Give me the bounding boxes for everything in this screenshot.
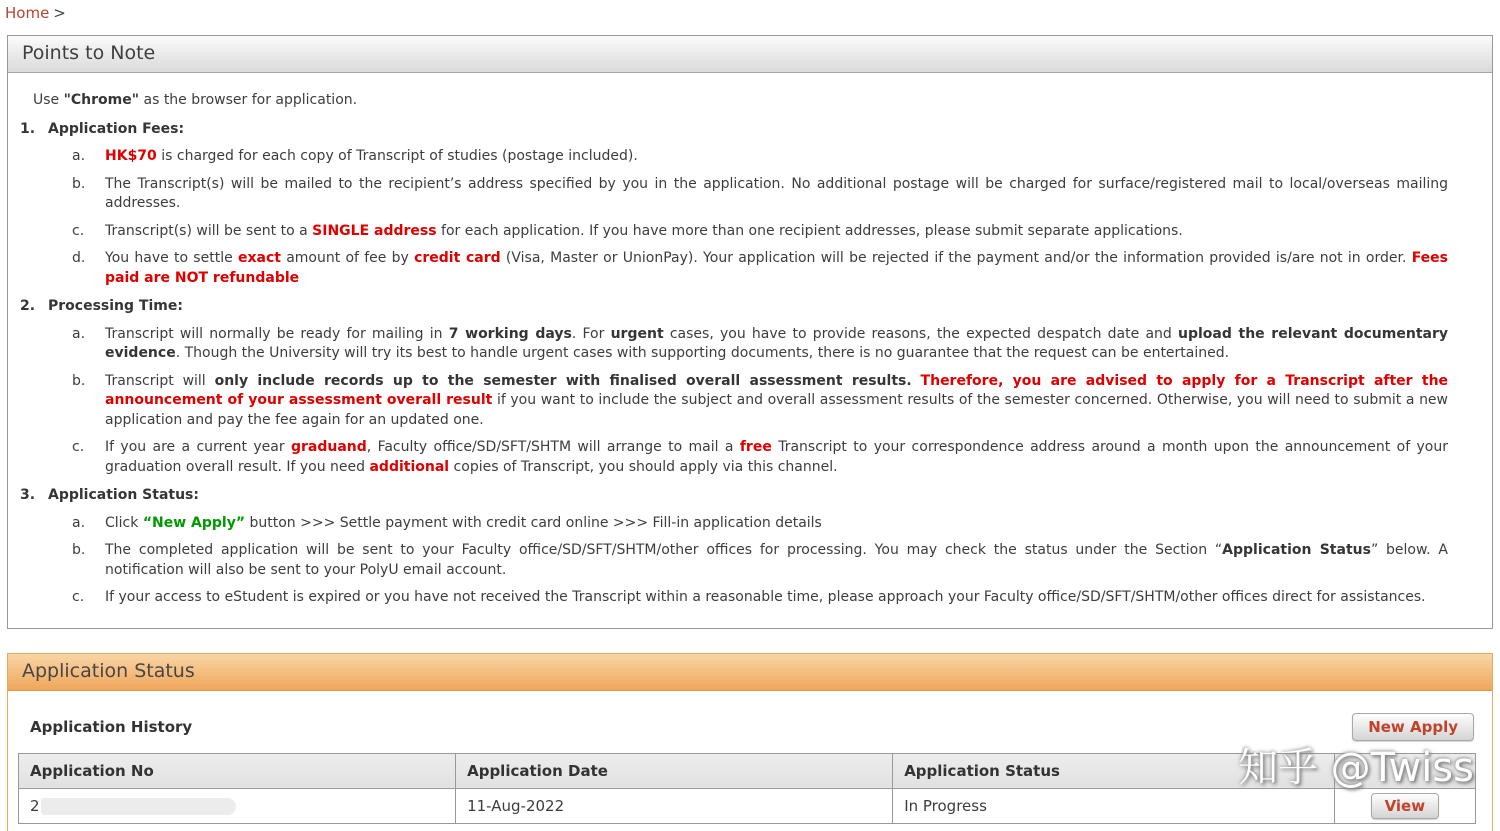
note-sub-item-text: The completed application will be sent to your Faculty office/SD/SFT/SHTM/other offices for processing. You may check the status under the Section “Application Status” below. A notification will also be sent to your PolyU email account.: [105, 542, 1448, 578]
application-date-cell: 11-Aug-2022: [456, 788, 893, 823]
note-sub-item-letter: a.: [72, 514, 86, 531]
browser-note: Use "Chrome" as the browser for application.: [33, 92, 358, 108]
breadcrumb-home-link[interactable]: Home: [5, 4, 50, 22]
note-sub-item-letter: a.: [72, 148, 86, 164]
note-item: [20, 120, 1448, 289]
application-history-label: Application History: [30, 717, 193, 736]
history-header-row: [30, 713, 1474, 741]
status-panel-title: Application Status: [8, 654, 1492, 691]
note-sub-item-letter: b.: [72, 175, 86, 192]
table-column-header: Application No: [19, 753, 456, 788]
breadcrumb: [0, 0, 1500, 22]
table-column-header: [1334, 753, 1475, 788]
note-item: [20, 486, 1448, 608]
table-header-row: [19, 753, 1476, 788]
view-button[interactable]: View: [1371, 793, 1440, 819]
note-sub-item-text: If you are a current year graduand, Faculty office/SD/SFT/SHTM will arrange to mail a free Transcript to your correspondence address around a month upon the announcement of your graduation overall result. If you need additional copies of Transcript, you should apply via this channel.: [105, 439, 1448, 475]
note-sub-item: [72, 372, 1448, 431]
table-column-header: Application Date: [456, 753, 893, 788]
note-item: [20, 297, 1448, 477]
note-item-number: 1.: [20, 120, 36, 137]
table-body: [19, 788, 1476, 823]
note-sub-items: [20, 147, 1448, 288]
note-sub-item: [72, 514, 1448, 534]
note-sub-item-text: HK$70 is charged for each copy of Transcript of studies (postage included).: [105, 148, 638, 164]
note-sub-item: [72, 325, 1448, 364]
note-sub-item: [72, 222, 1448, 242]
note-item-heading-row: [20, 297, 1448, 317]
note-sub-item-text: Transcript will normally be ready for mailing in 7 working days. For urgent cases, you have to provide reasons, the expected despatch date and upload the relevant documentary evidence. Though the University will try its best to handle urgent cases with supporting documents, there is no guarantee that the request can be entertained.: [105, 325, 1448, 361]
points-panel-title: Points to Note: [8, 36, 1492, 73]
note-sub-item-text: If your access to eStudent is expired or you have not received the Transcript within a reasonable time, please approach your Faculty office/SD/SFT/SHTM/other offices direct for assistances.: [105, 589, 1426, 605]
action-cell: [1334, 788, 1475, 823]
note-sub-item-text: Click “New Apply” button >>> Settle payment with credit card online >>> Fill-in application details: [105, 514, 822, 531]
note-item-number: 2.: [20, 298, 36, 314]
note-item-heading-row: [20, 486, 1448, 506]
table-row: [19, 788, 1476, 823]
watermark: 知乎 @Twiss: [1237, 745, 1474, 791]
note-item-number: 3.: [20, 487, 36, 503]
note-sub-item-text: The Transcript(s) will be mailed to the recipient’s address specified by you in the application. No additional postage will be charged for surface/registered mail to local/overseas mailing addresses.: [105, 175, 1448, 211]
note-sub-item-letter: a.: [72, 325, 86, 342]
note-sub-item: [72, 249, 1448, 288]
table-column-header: Application Status: [893, 753, 1334, 788]
note-sub-item-letter: c.: [72, 439, 85, 455]
points-panel-body: [8, 73, 1492, 628]
note-sub-item-letter: b.: [72, 372, 86, 389]
note-sub-item: [72, 541, 1448, 580]
application-status-panel: [7, 653, 1493, 831]
note-item-heading: Application Fees:: [48, 120, 185, 137]
note-sub-item-text: Transcript(s) will be sent to a SINGLE address for each application. If you have more than one recipient addresses, please submit separate applications.: [105, 222, 1183, 239]
note-item-heading: Application Status:: [48, 487, 199, 503]
note-sub-item-letter: c.: [72, 222, 85, 239]
points-to-note-panel: [7, 35, 1493, 629]
note-sub-item: [72, 175, 1448, 214]
note-sub-item-letter: c.: [72, 589, 85, 605]
note-sub-items: [20, 325, 1448, 478]
note-sub-item-text: You have to settle exact amount of fee by credit card (Visa, Master or UnionPay). Your application will be rejected if the payment and/or the information provided is/are not in order. Fees paid are NOT refundable: [105, 250, 1449, 286]
application-history-table: [18, 753, 1476, 824]
application-status-cell: In Progress: [893, 788, 1334, 823]
note-sub-item-text: Transcript will only include records up to the semester with finalised overall assessment results. Therefore, you are advised to apply for a Transcript after the announcement of your assessment overall result if you want to include the subject and overall assessment results of the semester concerned. Otherwise, you will need to submit a new application and pay the fee again for an updated one.: [105, 372, 1449, 428]
note-sub-item-letter: b.: [72, 542, 86, 558]
note-sub-item: [72, 147, 1448, 167]
note-item-heading: Processing Time:: [48, 298, 183, 314]
application-no-cell: 2: [19, 788, 456, 823]
new-apply-button[interactable]: New Apply: [1352, 713, 1474, 741]
points-list: [20, 120, 1448, 608]
redacted-application-no: [41, 798, 236, 815]
note-sub-item-letter: d.: [72, 250, 86, 266]
note-item-heading-row: [20, 120, 1448, 140]
status-panel-body: [8, 691, 1492, 831]
note-sub-item: [72, 588, 1448, 608]
note-sub-items: [20, 514, 1448, 608]
breadcrumb-separator: >: [53, 4, 66, 22]
note-sub-item: [72, 438, 1448, 477]
